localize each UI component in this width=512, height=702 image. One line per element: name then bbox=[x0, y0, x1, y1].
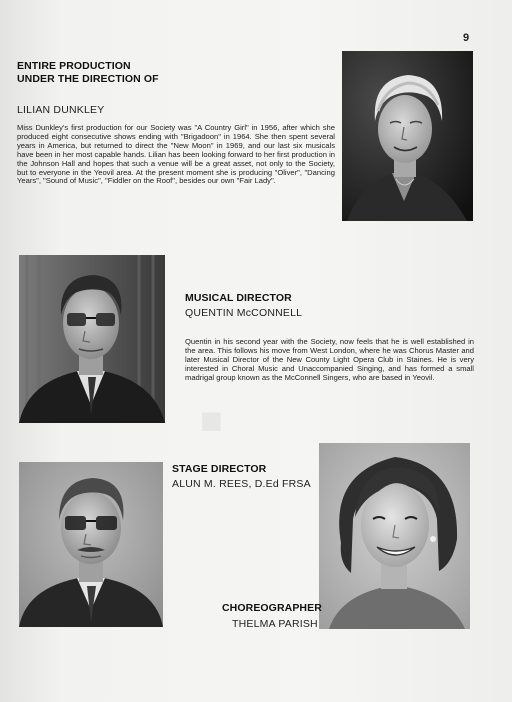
musical-director-bio: Quentin in his second year with the Society, now feels that he is well established in the area. This follows his move from West London, where he was Chorus Master and later Musical Director of the New County Light Opera Club in Staines. He is very interested in Choral Music and Unaccompanied Singing, and has formed a small madrigal group known as the McConnell Singers, who are based in Yeovil. bbox=[185, 337, 474, 382]
musical-director-name: QUENTIN McCONNELL bbox=[185, 307, 303, 319]
reverse-show-through: ■ bbox=[200, 400, 223, 442]
stage-director-name: ALUN M. REES, D.Ed FRSA bbox=[172, 478, 311, 490]
producer-photo bbox=[342, 51, 473, 221]
stage-director-photo bbox=[19, 462, 163, 627]
page-number: 9 bbox=[463, 32, 470, 44]
producer-bio: Miss Dunkley's first production for our Society was "A Country Girl" in 1956, after which she produced eight consecutive shows ending with "Brigadoon" in 1964. She then spent several years in America, but returned to direct the "New Moon" in 1969, and our last six musicals have been in her most capable hands. Lilian has been looking forward to her first production in the Johnson Hall and hopes that such a venue will be a great asset, not only to the Society, but to everyone in the Yeovil area. At the present moment she is producing "Oliver", "Dancing Years", "Sound of Music", "Fiddler on the Roof", besides our own "Fair Lady". bbox=[17, 123, 335, 186]
musical-director-heading: MUSICAL DIRECTOR bbox=[185, 292, 292, 304]
production-heading-line2: UNDER THE DIRECTION OF bbox=[17, 73, 159, 85]
choreographer-name: THELMA PARISH bbox=[232, 618, 318, 630]
choreographer-heading: CHOREOGRAPHER bbox=[222, 602, 322, 614]
choreographer-photo bbox=[319, 443, 470, 629]
stage-director-heading: STAGE DIRECTOR bbox=[172, 463, 267, 475]
producer-name: LILIAN DUNKLEY bbox=[17, 104, 105, 116]
production-heading-line1: ENTIRE PRODUCTION bbox=[17, 60, 131, 72]
musical-director-photo bbox=[19, 255, 165, 423]
production-heading bbox=[17, 60, 159, 86]
